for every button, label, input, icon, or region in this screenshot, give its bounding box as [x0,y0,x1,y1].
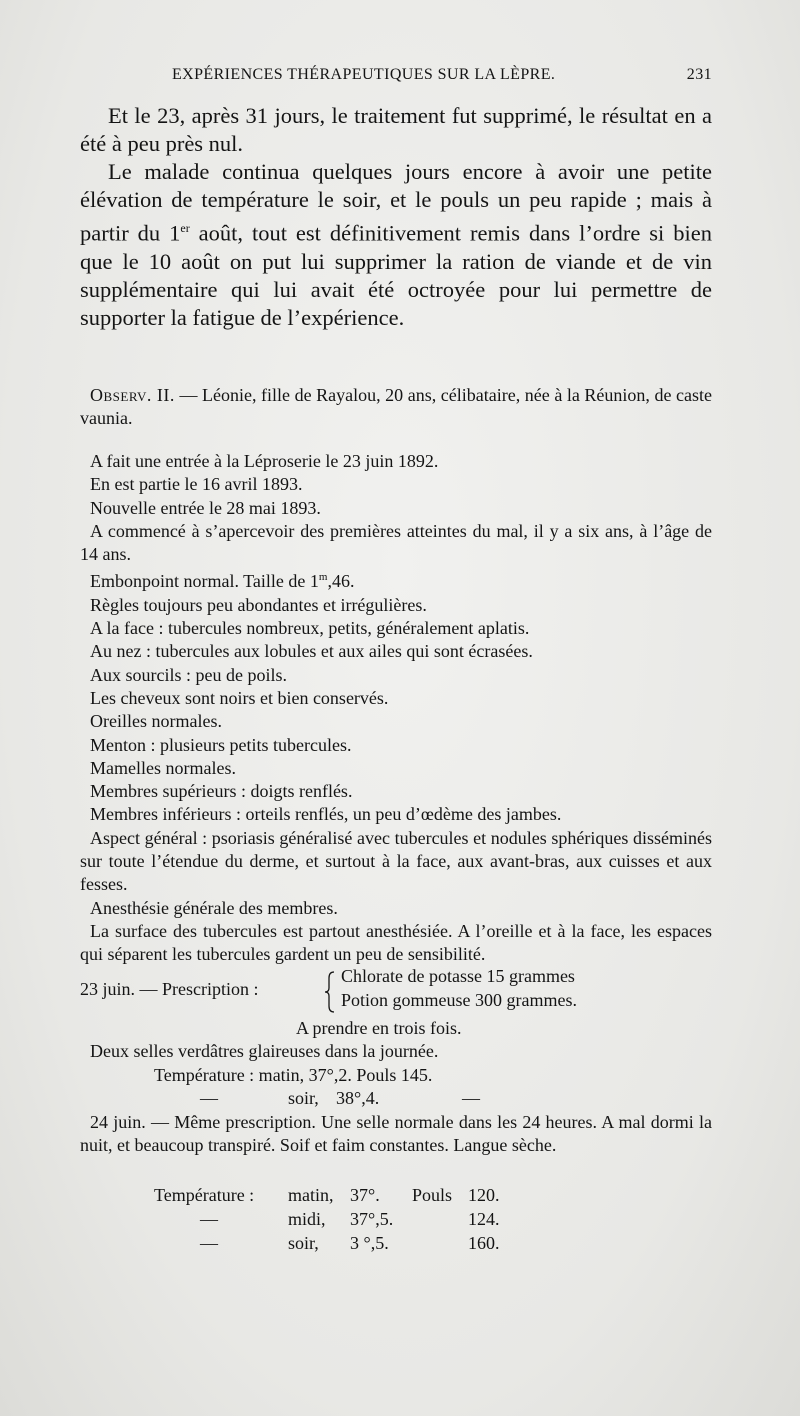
temperature-time: midi, [288,1209,326,1229]
prescription-item-1: Chlorate de potasse 15 grammes [341,966,575,986]
june-24-text: 24 juin. — Même prescription. Une selle normale dans les 24 heures. A mal dormi la nuit, et beaucoup transpiré. Soif et faim constantes. Langue sèche. [80,1112,712,1156]
temperature-value: 38°,4. [336,1088,380,1108]
detail-line: Les cheveux sont noirs et bien conservés. [90,687,389,708]
detail-line: Nouvelle entrée le 28 mai 1893. [90,497,321,518]
page-number: 231 [686,66,712,83]
paragraph-treatment-stopped: Et le 23, après 31 jours, le traitement fut supprimé, le résultat en a été à peu près nul. [80,103,712,156]
detail-line: Oreilles normales. [90,711,222,732]
detail-line: A fait une entrée à la Léproserie le 23 juin 1892. [90,451,439,471]
detail-line: Anesthésie générale des membres. [90,897,338,918]
detail-line: A commencé à s’apercevoir des premières atteintes du mal, il y a six ans, à l’âge de 14 ans. [80,520,712,565]
pouls-label: Pouls [412,1185,453,1205]
temperature-value: 37°,5. [350,1209,394,1229]
detail-line: Aux sourcils : peu de poils. [90,664,287,685]
june-24-entry [80,1111,712,1158]
temperature-value: 3 °,5. [350,1233,389,1253]
detail-line: A la face : tubercules nombreux, petits, généralement aplatis. [90,618,530,639]
running-header [78,66,712,92]
detail-line: Règles toujours peu abondantes et irrégulières. [90,594,427,615]
pouls-value: 124. [468,1209,500,1229]
temperature-time: soir, [288,1233,319,1253]
temperature-label: Température : [154,1185,255,1205]
temperature-time: matin, [288,1185,334,1205]
observation-heading [80,384,712,431]
prescription-block [80,966,712,1014]
paragraph-recovery: Le malade continua quelques jours encore à avoir une petite élévation de température le soir, et le pouls un peu rapide ; mais à partir du 1er août, tout est définitivement remis dans l’ordre si bien que le 10 août on put lui supprimer la ration de viande et de vin supplémentaire qui lui avait été octroyée pour lui permettre de supporter la fatigue de l’expérience. [80,159,712,330]
temperature-row-1: Température : matin, 37°,2. Pouls 145. [154,1065,433,1085]
temperature-dash: — [200,1233,218,1253]
detail-line: Membres inférieurs : orteils renflés, un peu d’œdème des jambes. [90,804,562,825]
observation-details [80,450,712,967]
pouls-ditto: — [462,1088,480,1108]
pouls-value: 160. [468,1233,500,1253]
detail-line: Au nez : tubercules aux lobules et aux ailes qui sont écrasées. [90,641,533,662]
detail-line: En est partie le 16 avril 1893. [90,474,303,495]
body-text-large [80,102,712,332]
detail-line-taille: Embonpoint normal. Taille de 1$^m$,46. [90,571,355,592]
detail-line: Membres supérieurs : doigts renflés. [90,781,353,802]
detail-line: Menton : plusieurs petits tubercules. [90,734,352,755]
prescription-lead: 23 juin. — Prescription : [80,979,259,999]
running-title: EXPÉRIENCES THÉRAPEUTIQUES SUR LA LÈPRE. [172,66,556,83]
temperature-dash: — [200,1209,218,1229]
detail-line: Aspect général : psoriasis généralisé avec tubercules et nodules sphériques disséminés sur toute l’étendue du derme, et surtout à la face, aux avant-bras, aux cuisses et aux fesses. [80,827,712,895]
temperature-dash: — [200,1088,218,1108]
prescription-item-2: Potion gommeuse 300 grammes. [341,990,577,1010]
observation-label: Observ. II. [90,385,175,405]
selles-line: Deux selles verdâtres glaireuses dans la journée. [90,1041,439,1061]
prescription-note: A prendre en trois fois. [296,1018,462,1038]
pouls-value: 120. [468,1185,500,1205]
temperature-time: soir, [288,1088,319,1108]
detail-line: La surface des tubercules est partout anesthésiée. A l’oreille et à la face, les espaces qui séparent les tubercules gardent un peu de sensibilité. [80,920,712,965]
observation-text: — Léonie, fille de Rayalou, 20 ans, célibataire, née à la Réunion, de caste vaunia. [80,385,712,429]
temperature-value: 37°. [350,1185,380,1205]
detail-line: Mamelles normales. [90,757,236,778]
brace-icon [324,970,336,1014]
